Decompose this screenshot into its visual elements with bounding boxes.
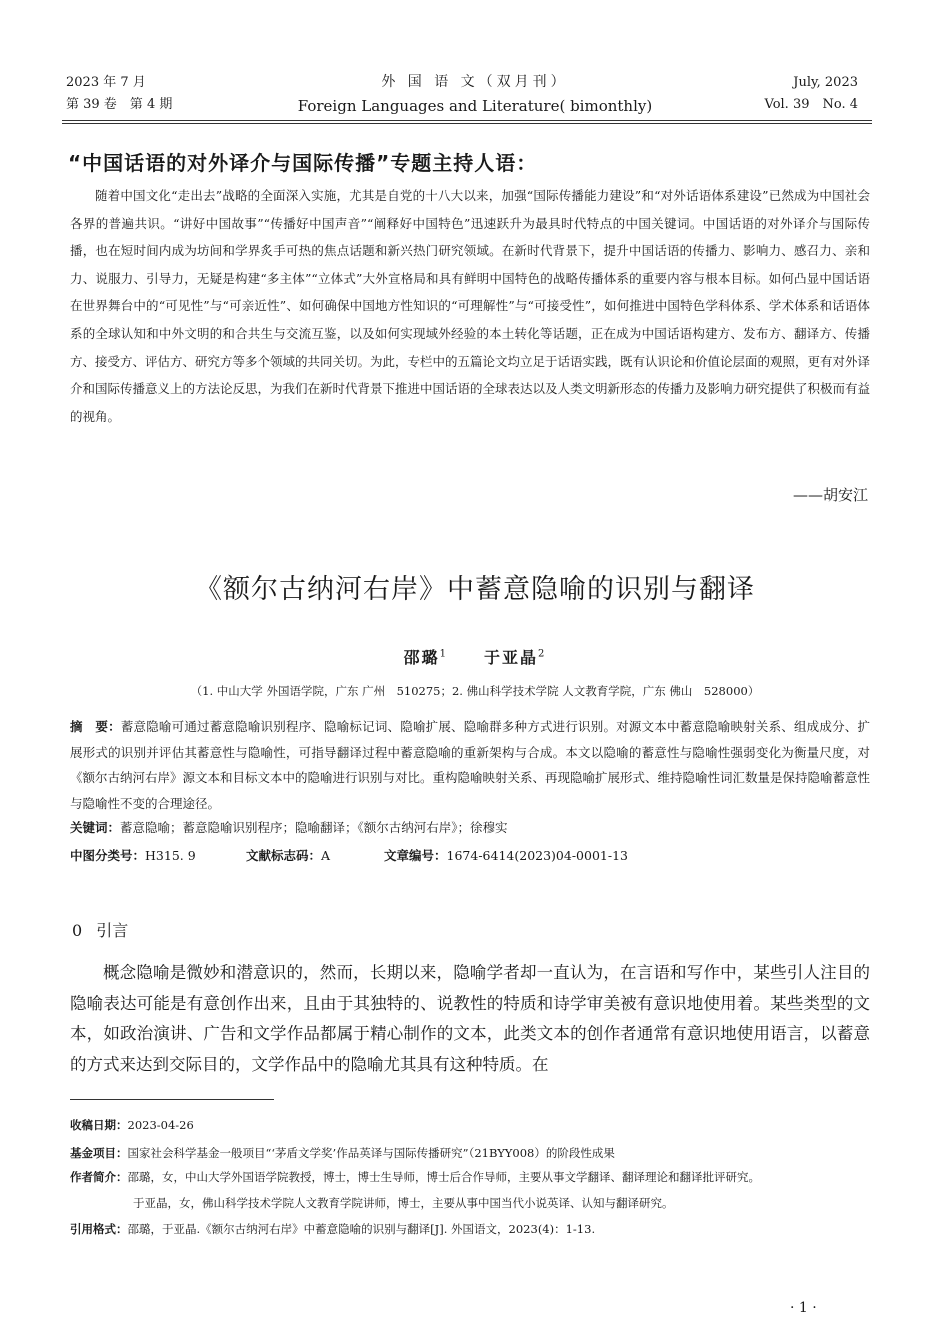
classification-info <box>70 846 870 864</box>
article-title: 《额尔古纳河右岸》中蓄意隐喻的识别与翻译 <box>195 574 755 605</box>
doc-label: 文献标志码： <box>246 848 322 863</box>
clc-label: 中图分类号： <box>70 848 146 863</box>
article-id-label: 文章编号： <box>384 848 447 863</box>
header-rule-double <box>62 123 872 124</box>
keywords-text: 蓄意隐喻；蓄意隐喻识别程序；隐喻翻译；《额尔古纳河右岸》；徐穆实 <box>120 820 508 835</box>
column-signature: ——胡安江 <box>792 486 868 504</box>
article-id <box>384 846 628 864</box>
author-name: 于亚晶 <box>484 648 539 667</box>
journal-name-cn: 外 国 语 文（双月刊） <box>381 74 569 90</box>
footnote-citation <box>70 1221 870 1237</box>
keywords-label: 关键词： <box>70 820 121 835</box>
header-center <box>250 70 700 118</box>
footnote-author-2: 于亚晶，女，佛山科学技术学院人文教育学院讲师，博士，主要从事中国当代小说英译、认知与翻译研究。 <box>133 1196 674 1210</box>
journal-name-en: Foreign Languages and Literature( bimonthly) <box>297 97 653 115</box>
fund-value: 国家社会科学基金一般项目“‘茅盾文学奖’作品英译与国际传播研究”（21BYY008）的阶段性成果 <box>127 1146 615 1160</box>
abstract-text: 蓄意隐喻可通过蓄意隐喻识别程序、隐喻标记词、隐喻扩展、隐喻群多种方式进行识别。对源文本中蓄意隐喻映射关系、组成成分、扩展形式的识别并评估其蓄意性与隐喻性，可指导翻译过程中蓄意隐喻的重新架构与合成。本文以隐喻的蓄意性与隐喻性强弱变化为衡量尺度，对《额尔古纳河右岸》源文本和目标文本中的隐喻进行识别与对比。重构隐喻映射关系、再现隐喻扩展形式、维持隐喻性词汇数量是保持隐喻蓄意性与隐喻性不变的合理途径。 <box>70 719 871 811</box>
page-number: · 1 · <box>790 1300 817 1316</box>
clc-code <box>70 846 246 864</box>
received-value: 2023-04-26 <box>127 1118 194 1132</box>
article-authors <box>0 645 950 668</box>
author-affil-mark: 2 <box>538 648 547 660</box>
footnote-rule <box>70 1099 274 1100</box>
article-id-value: 1674-6414(2023)04-0001-13 <box>446 848 628 863</box>
footnote-received <box>70 1117 870 1133</box>
author-affiliations: （1. 中山大学 外国语学院，广东 广州 510275；2. 佛山科学技术学院 人文教育学院，广东 佛山 528000） <box>190 684 760 698</box>
column-title: “中国话语的对外译介与国际传播”专题主持人语： <box>68 151 538 175</box>
abstract-label: 摘 要： <box>70 719 121 734</box>
author-bio-label: 作者简介： <box>70 1170 128 1184</box>
received-label: 收稿日期： <box>70 1118 128 1132</box>
section-heading <box>72 918 128 941</box>
section-number: 0 <box>72 921 83 940</box>
section-title: 引言 <box>96 921 129 940</box>
doc-code <box>246 846 384 864</box>
abstract <box>70 714 870 816</box>
footnote-author <box>70 1169 870 1185</box>
cite-label: 引用格式： <box>70 1222 128 1236</box>
header-volume-en: Vol. 39 No. 4 <box>764 97 858 112</box>
header-right <box>765 72 859 116</box>
author-bio-1: 邵璐，女，中山大学外国语学院教授，博士，博士生导师，博士后合作导师，主要从事文学翻译、翻译理论和翻译批评研究。 <box>127 1170 760 1184</box>
header-volume: 第 39 卷 第 4 期 <box>66 97 173 112</box>
author-name: 邵璐 <box>403 648 440 667</box>
section-body: 概念隐喻是微妙和潜意识的，然而，长期以来，隐喻学者却一直认为，在言语和写作中，某些引人注目的隐喻表达可能是有意创作出来，且由于其独特的、说教性的特质和诗学审美被有意识地使用着。某些类型的文本，如政治演讲、广告和文学作品都属于精心制作的文本，此类文本的创作者通常有意识地使用语言，以蓄意的方式来达到交际目的，文学作品中的隐喻尤其具有这种特质。在 <box>70 963 870 1074</box>
cite-value: 邵璐，于亚晶.《额尔古纳河右岸》中蓄意隐喻的识别与翻译[J]. 外国语文，2023(4)：1-13. <box>127 1222 596 1236</box>
header-left <box>66 72 172 116</box>
fund-label: 基金项目： <box>70 1146 128 1160</box>
footnote-fund <box>70 1145 870 1161</box>
keywords <box>70 818 870 836</box>
header-rule <box>62 120 872 121</box>
author-affil-mark: 1 <box>439 648 448 660</box>
clc-value: H315. 9 <box>145 848 196 863</box>
doc-value: A <box>321 848 331 863</box>
column-intro-text: 随着中国文化“走出去”战略的全面深入实施，尤其是自党的十八大以来，加强“国际传播能力建设”和“对外话语体系建设”已然成为中国社会各界的普遍共识。“讲好中国故事”“传播好中国声音”“阐释好中国特色”迅速跃升为最具时代特点的中国关键词。中国话语的对外译介与国际传播，也在短时间内成为坊间和学界炙手可热的焦点话题和新兴热门研究领域。在新时代背景下，提升中国话语的传播力、影响力、感召力、亲和力、说服力、引导力，无疑是构建“多主体”“立体式”大外宣格局和具有鲜明中国特色的战略传播体系的重要内容与根本目标。如何凸显中国话语在世界舞台中的“可见性”与“可亲近性”、如何确保中国地方性知识的“可理解性”与“可接受性”，如何推进中国特色学科体系、学术体系和话语体系的全球认知和中外文明的和合共生与交流互鉴，以及如何实现域外经验的本土转化等话题，正在成为中国话语构建方、发布方、翻译方、传播方、接受方、评估方、研究方等多个领域的共同关切。为此，专栏中的五篇论文均立足于话语实践，既有认识论和价值论层面的观照，更有对外译介和国际传播意义上的方法论反思，为我们在新时代背景下推进中国话语的全球表达以及人类文明新形态的传播力及影响力研究提供了积极而有益的视角。 <box>70 188 871 424</box>
header-date-en: July, 2023 <box>793 75 858 90</box>
header-date: 2023 年 7 月 <box>66 75 146 90</box>
